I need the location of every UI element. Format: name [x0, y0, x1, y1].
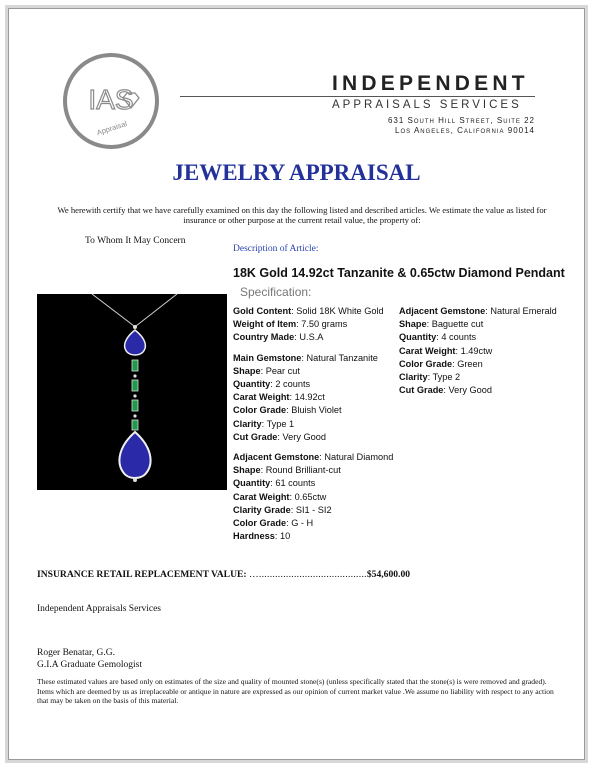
spec-column-left: [233, 305, 393, 543]
insurance-label: INSURANCE RETAIL REPLACEMENT VALUE:: [37, 569, 247, 580]
spec-row: Quantity: 4 counts: [399, 332, 477, 343]
spec-row: Carat Weight: 14.92ct: [233, 392, 325, 403]
company-address: [388, 116, 535, 136]
specification-label: Specification:: [240, 285, 312, 299]
logo-letters: IAS: [88, 84, 134, 115]
spec-row: Country Made: U.S.A: [233, 332, 324, 343]
description-label: Description of Article:: [233, 244, 319, 254]
item-title: 18K Gold 14.92ct Tanzanite & 0.65ctw Diamond Pendant: [233, 266, 565, 280]
signer-name: Roger Benatar, G.G.: [37, 648, 115, 658]
address-line-2: Los Angeles, California 90014: [395, 126, 535, 135]
tanzanite-top: [125, 330, 146, 355]
spec-row: Shape: Pear cut: [233, 365, 300, 376]
spec-row: Weight of Item: 7.50 grams: [233, 319, 348, 330]
spec-row: Color Grade: Bluish Violet: [233, 405, 342, 416]
spec-row: Adjacent Gemstone: Natural Emerald: [399, 306, 557, 316]
spec-row: Adjacent Gemstone: Natural Diamond: [233, 452, 394, 463]
spec-column-right: [399, 305, 557, 397]
insurance-leader-dots: …........................................: [249, 569, 367, 580]
spec-row: Main Gemstone: Natural Tanzanite: [233, 352, 378, 363]
spec-row: Clarity: Type 2: [399, 372, 461, 383]
spec-row: Shape: Round Brilliant-cut: [233, 465, 341, 476]
page-title: JEWELRY APPRAISAL: [172, 160, 421, 185]
spec-row: Color Grade: G - H: [233, 518, 314, 529]
certification-statement: We herewith certify that we have carefully examined on this day the following listed and described articles. We estimate the value as listed for insurance or other purpose at the current retail value, the property of:: [57, 205, 547, 225]
spec-row: Quantity: 61 counts: [233, 478, 316, 489]
recipient: To Whom It May Concern: [85, 236, 186, 246]
pendant-illustration: [37, 294, 227, 490]
insurance-value: $54,600.00: [366, 569, 411, 580]
spec-row: Color Grade: Green: [399, 358, 483, 369]
ias-logo: [63, 53, 159, 149]
spec-row: Quantity: 2 counts: [233, 379, 311, 390]
spec-row: Carat Weight: 0.65ctw: [233, 491, 327, 502]
spec-row: Hardness: 10: [233, 531, 291, 542]
ias-logo-graphic: [67, 57, 155, 145]
tanzanite-bottom: [119, 432, 150, 478]
spec-row: Gold Content: Solid 18K White Gold: [233, 306, 384, 316]
appraiser-company: Independent Appraisals Services: [37, 604, 161, 614]
spec-row: Clarity Grade: SI1 - SI2: [233, 504, 332, 515]
signer-block: [37, 647, 142, 671]
disclaimer: These estimated values are based only on estimates of the size and quality of mounted stone(s) (unless specifically stated that the stone(s) is were removed and graded). Items which are deemed by us as irreplaceable or antique in nature are expressed as our opinion of current market value .We assume no liability with respect to any action that may be taken on the basis of this material.: [37, 677, 554, 706]
insurance-value-line: [37, 569, 410, 580]
signer-title: G.I.A Graduate Gemologist: [37, 660, 143, 670]
header-rule: [180, 96, 535, 97]
spec-row: Cut Grade: Very Good: [399, 385, 492, 396]
spec-row: Cut Grade: Very Good: [233, 431, 326, 442]
logo-ring-text: Appraisal: [95, 119, 129, 138]
pendant-photo: [37, 294, 227, 490]
company-name: INDEPENDENT: [332, 72, 529, 95]
spec-row: Carat Weight: 1.49ctw: [399, 345, 493, 356]
spec-row: Shape: Baguette cut: [399, 319, 484, 330]
company-subtitle: APPRAISALS SERVICES: [332, 99, 522, 111]
address-line-1: 631 South Hill Street, Suite 22: [387, 116, 535, 125]
spec-row: Clarity: Type 1: [233, 418, 295, 429]
